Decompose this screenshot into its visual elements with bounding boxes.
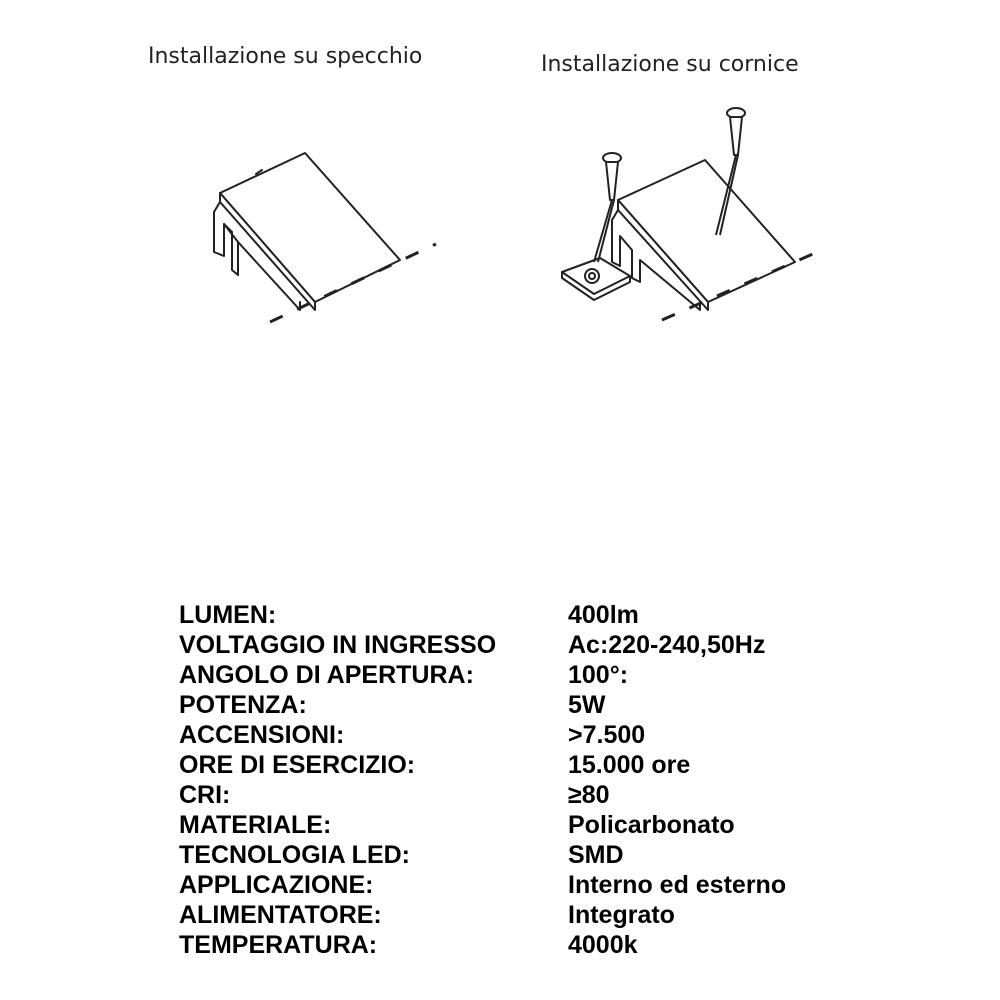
spec-row-lumen [0,600,1000,630]
spec-row-power [0,690,1000,720]
spec-row-power-supply [0,900,1000,930]
caption-frame-installation: Installazione su cornice [541,52,799,77]
spec-value: ≥80 [568,781,610,809]
spec-label: POTENZA: [179,691,307,719]
spec-row-material [0,810,1000,840]
spec-label: CRI: [179,781,231,809]
spec-row-led-technology [0,840,1000,870]
spec-value: >7.500 [568,721,646,749]
spec-value: Policarbonato [568,811,735,839]
spec-value: 5W [568,691,606,719]
caption-mirror-installation: Installazione su specchio [148,44,423,69]
spec-label: TEMPERATURA: [179,931,378,959]
spec-row-voltage [0,630,1000,660]
spec-row-operating-hours [0,750,1000,780]
screw-left [594,153,621,262]
spec-row-switch-cycles [0,720,1000,750]
spec-value: 15.000 ore [568,751,691,779]
spec-label: ACCENSIONI: [179,721,345,749]
spec-value: Ac:220-240,50Hz [568,631,766,659]
frame-bracket-illustration [562,160,795,310]
spec-label: TECNOLOGIA LED: [179,841,411,869]
spec-label: MATERIALE: [179,811,332,839]
spec-label: VOLTAGGIO IN INGRESSO [179,631,497,659]
spec-value: 400lm [568,601,639,629]
spec-label: APPLICAZIONE: [179,871,374,899]
spec-row-temperature [0,930,1000,960]
spec-row-application [0,870,1000,900]
spec-label: ANGOLO DI APERTURA: [179,661,474,689]
spec-value: 4000k [568,931,638,959]
spec-value: 100°: [568,661,629,689]
spec-value: Integrato [568,901,675,929]
spec-label: ALIMENTATORE: [179,901,382,929]
spec-row-beam-angle [0,660,1000,690]
spec-label: ORE DI ESERCIZIO: [179,751,416,779]
spec-value: Interno ed esterno [568,871,787,899]
spec-row-cri [0,780,1000,810]
spec-label: LUMEN: [179,601,277,629]
mirror-bracket-illustration [214,153,400,310]
spec-value: SMD [568,841,624,869]
